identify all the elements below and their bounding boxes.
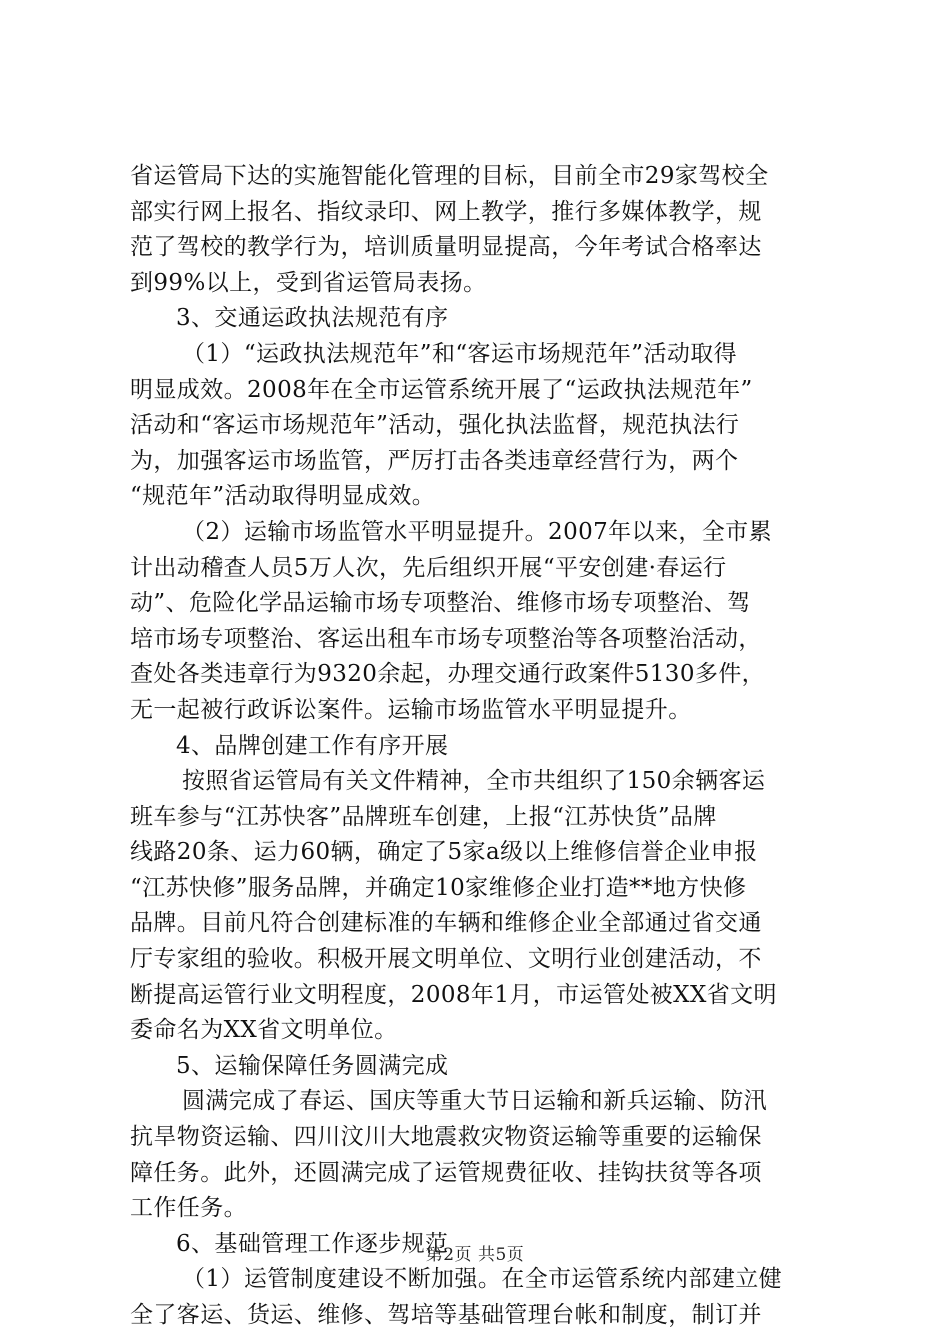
body-line: 全了客运、货运、维修、驾培等基础管理台帐和制度，制订并 <box>130 1302 762 1328</box>
body-line: 抗旱物资运输、四川汶川大地震救灾物资运输等重要的运输保 <box>130 1124 762 1151</box>
body-line: 部实行网上报名、指纹录印、网上教学，推行多媒体教学，规 <box>130 198 762 225</box>
body-line: 省运管局下达的实施智能化管理的目标，目前全市29家驾校全 <box>130 163 769 189</box>
section-heading: 3、交通运政执法规范有序 <box>176 305 449 332</box>
body-line: 为，加强客运市场监管，严厉打击各类违章经营行为，两个 <box>130 447 739 474</box>
body-line: 到99%以上，受到省运管局表扬。 <box>130 269 487 296</box>
body-line: 查处各类违章行为9320余起，办理交通行政案件5130多件， <box>130 661 766 688</box>
body-line: “江苏快修”服务品牌，并确定10家维修企业打造**地方快修 <box>130 874 747 901</box>
document-body <box>130 159 830 1334</box>
body-line: 线路20条、运力60辆，确定了5家a级以上维修信誉企业申报 <box>130 839 758 866</box>
body-line: 范了驾校的教学行为，培训质量明显提高，今年考试合格率达 <box>130 234 762 261</box>
body-line: 厅专家组的验收。积极开展文明单位、文明行业创建活动，不 <box>130 946 762 973</box>
body-line: “规范年”活动取得明显成效。 <box>130 483 436 510</box>
body-line: 工作任务。 <box>130 1195 247 1222</box>
body-line: （1）“运政执法规范年”和“客运市场规范年”活动取得 <box>182 340 738 367</box>
section-heading: 5、运输保障任务圆满完成 <box>176 1052 449 1079</box>
body-line: （1）运管制度建设不断加强。在全市运管系统内部建立健 <box>182 1266 783 1293</box>
body-line: 按照省运管局有关文件精神，全市共组织了150余辆客运 <box>182 768 766 795</box>
body-line: 委命名为XX省文明单位。 <box>130 1017 398 1044</box>
body-line: （2）运输市场监管水平明显提升。2007年以来，全市累 <box>182 518 772 545</box>
body-line: 障任务。此外，还圆满完成了运管规费征收、挂钩扶贫等各项 <box>130 1159 762 1186</box>
page-footer: 第2页 共5页 <box>425 1245 525 1265</box>
body-line: 圆满完成了春运、国庆等重大节日运输和新兵运输、防汛 <box>182 1088 767 1115</box>
section-heading: 6、基础管理工作逐步规范 <box>176 1230 449 1257</box>
body-line: 动”、危险化学品运输市场专项整治、维修市场专项整治、驾 <box>130 590 751 617</box>
body-line: 计出动稽查人员5万人次，先后组织开展“平安创建·春运行 <box>130 554 727 581</box>
body-line: 无一起被行政诉讼案件。运输市场监管水平明显提升。 <box>130 696 692 723</box>
section-heading: 4、品牌创建工作有序开展 <box>176 732 449 759</box>
body-line: 品牌。目前凡符合创建标准的车辆和维修企业全部通过省交通 <box>130 910 762 937</box>
body-line: 班车参与“江苏快客”品牌班车创建，上报“江苏快货”品牌 <box>130 803 717 830</box>
body-line: 培市场专项整治、客运出租车市场专项整治等各项整治活动， <box>130 625 762 652</box>
body-line: 活动和“客运市场规范年”活动，强化执法监督，规范执法行 <box>130 412 740 439</box>
body-line: 断提高运管行业文明程度，2008年1月，市运管处被XX省文明 <box>130 981 777 1008</box>
body-line: 明显成效。2008年在全市运管系统开展了“运政执法规范年” <box>130 376 753 403</box>
